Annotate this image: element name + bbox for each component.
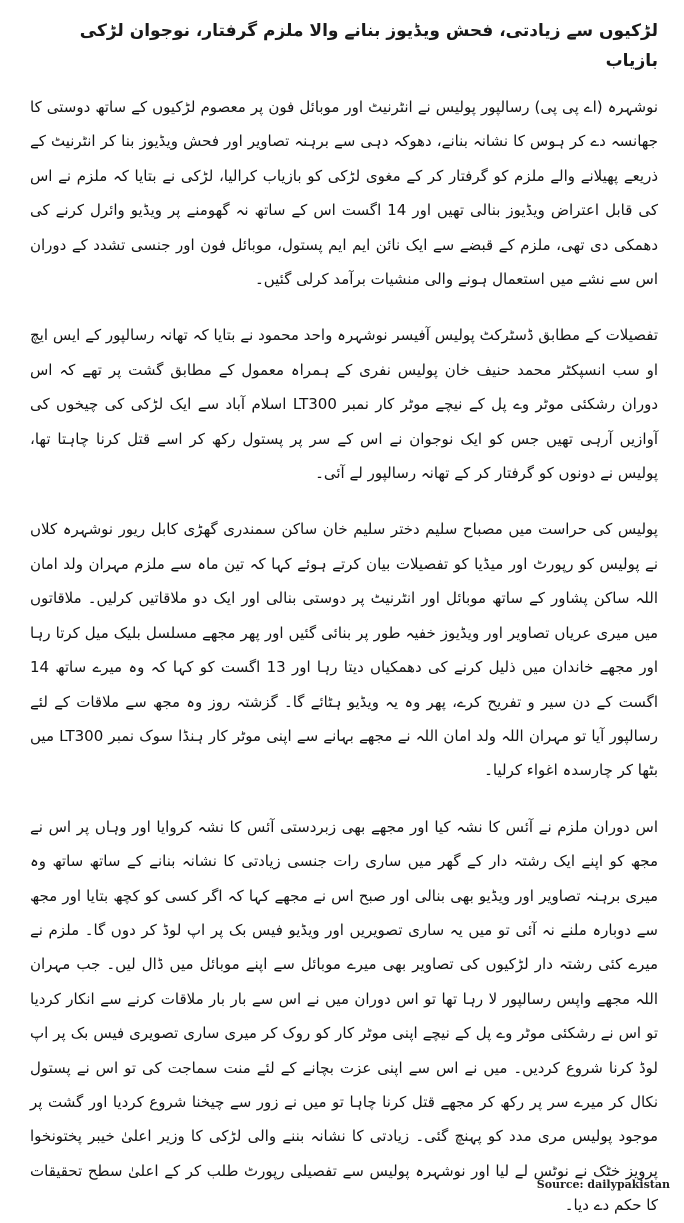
article-paragraph: نوشہرہ (اے پی پی) رسالپور پولیس نے انٹرنیٹ اور موبائل فون پر معصوم لڑکیوں کے ساتھ دوستی کا جھانسہ دے کر ہوس کا نشانہ بنانے، دھوکہ دہی سے برہنہ تصاویر اور فحش ویڈیوز بنا کر انٹرنیٹ کے ذریعے پھیلانے والے ملزم کو گرفتار کر کے مغوی لڑکی کو بازیاب کرالیا، لڑکی نے بتایا کہ ملزم نے اس کی قابل اعتراض ویڈیوز بنالی تھیں اور 14 اگست اس کے ساتھ نہ گھومنے پر ویڈیو وائرل کرنے کی دھمکی دی تھی، ملزم کے قبضے سے ایک نائن ایم ایم پستول، موبائل فون اور جنسی تشدد کے دوران اس سے نشے میں استعمال ہونے والی منشیات برآمد کرلی گئیں۔ — [30, 98, 659, 289]
article-paragraph: اس دوران ملزم نے آئس کا نشہ کیا اور مجھے بھی زبردستی آئس کا نشہ کروایا اور وہاں پر اس نے مجھ کو اپنے ایک رشتہ دار کے گھر میں ساری رات جنسی زیادتی کا نشانہ بنانے کے ساتھ ساتھ وہ میری برہنہ تصاویر اور ویڈیو بھی بنالی اور صبح اس نے مجھے کہا کہ اگر کسی کو کچھ بتایا اور مجھ سے دوبارہ ملنے نہ آئی تو میں یہ ساری تصویریں اور ویڈیو فیس بک پر اپ لوڈ کر دوں گا۔ ملزم نے میرے کئی رشتہ دار لڑکیوں کی تصاویر بھی میرے موبائل سے اپنے موبائل میں ڈال لیں۔ جب مہران اللہ مجھے واپس رسالپور لا رہا تھا تو اس دوران میں نے اس سے بار بار ملاقات کرنے سے انکار کردیا تو اس نے رشکئی موٹر وے پل کے نیچے اپنی موٹر کار کو روک کر میری ساری تصویری فیس بک پر اپ لوڈ کرنا شروع کردیں۔ میں نے اس سے اپنی عزت بچانے کے لئے منت سماجت کی تو اس نے پستول نکال کر میرے سر پر رکھ کر مجھے قتل کرنا چاہا تو میں نے زور سے چیخنا شروع کردیا اور گشت پر موجود پولیس مری مدد کو پہنچ گئی۔ زیادتی کا نشانہ بننے والی لڑکی کا وزیر اعلیٰ خیبر پختونخوا پرویز خٹک نے نوٹس لے لیا اور نوشہرہ پولیس سے تفصیلی رپورٹ طلب کر کے اعلیٰ سطح تحقیقات کا حکم دے دیا۔ — [30, 817, 658, 1215]
article-body — [30, 90, 658, 1223]
source-credit: Source: dailypakistan — [536, 1178, 670, 1191]
article-paragraph: تفصیلات کے مطابق ڈسٹرکٹ پولیس آفیسر نوشہرہ واحد محمود نے بتایا کہ تھانہ رسالپور کے ایس ایچ او سب انسپکٹر محمد حنیف خان پولیس نفری کے ہمراہ معمول کے مطابق گشت پر تھے کہ اس دوران رشکئی موٹر وے پل کے نیچے موٹر کار نمبر LT300 اسلام آباد سے ایک لڑکی کی چیخوں کی آوازیں آرہی تھیں جس کو ایک نوجوان نے اس کے سر پر پستول رکھ کر اسے قتل کرنا چاہتا تھا، پولیس نے دونوں کو گرفتار کر کے تھانہ رسالپور لے آئی۔ — [30, 326, 658, 483]
article-paragraph: پولیس کی حراست میں مصباح سلیم دختر سلیم خان ساکن سمندری گھڑی کابل ریور نوشہرہ کلاں نے پولیس کو رپورٹ اور میڈیا کو تفصیلات بیان کرتے ہوئے کہا کہ تین ماہ سے ملزم مہران ولد امان اللہ ساکن پشاور کے ساتھ موبائل اور انٹرنیٹ پر دوستی بنالی اور ایک دو ملاقاتیں کرلیں۔ ملاقاتوں میں میری عریاں تصاویر اور ویڈیوز خفیہ طور پر بنائی گئیں اور پھر مجھے مسلسل بلیک میل کرتا رہا اور مجھے خاندان میں ذلیل کرنے کی دھمکیاں دیتا رہا اور 13 اگست کو کہا کہ وہ میرے ساتھ 14 اگست کے دن سیر و تفریح کرے، پھر وہ یہ ویڈیو ہٹائے گا۔ گزشتہ روز وہ مجھ سے ملاقات کے لئے رسالپور آیا تو مہران اللہ ولد امان اللہ نے مجھے بہانے سے اپنی موٹر کار ہنڈا سوک نمبر LT300 میں بٹھا کر چارسدہ اغواء کرلیا۔ — [30, 520, 659, 780]
article-headline: لڑکیوں سے زیادتی، فحش ویڈیوز بنانے والا ملزم گرفتار، نوجوان لڑکی بازیاب — [79, 21, 658, 71]
